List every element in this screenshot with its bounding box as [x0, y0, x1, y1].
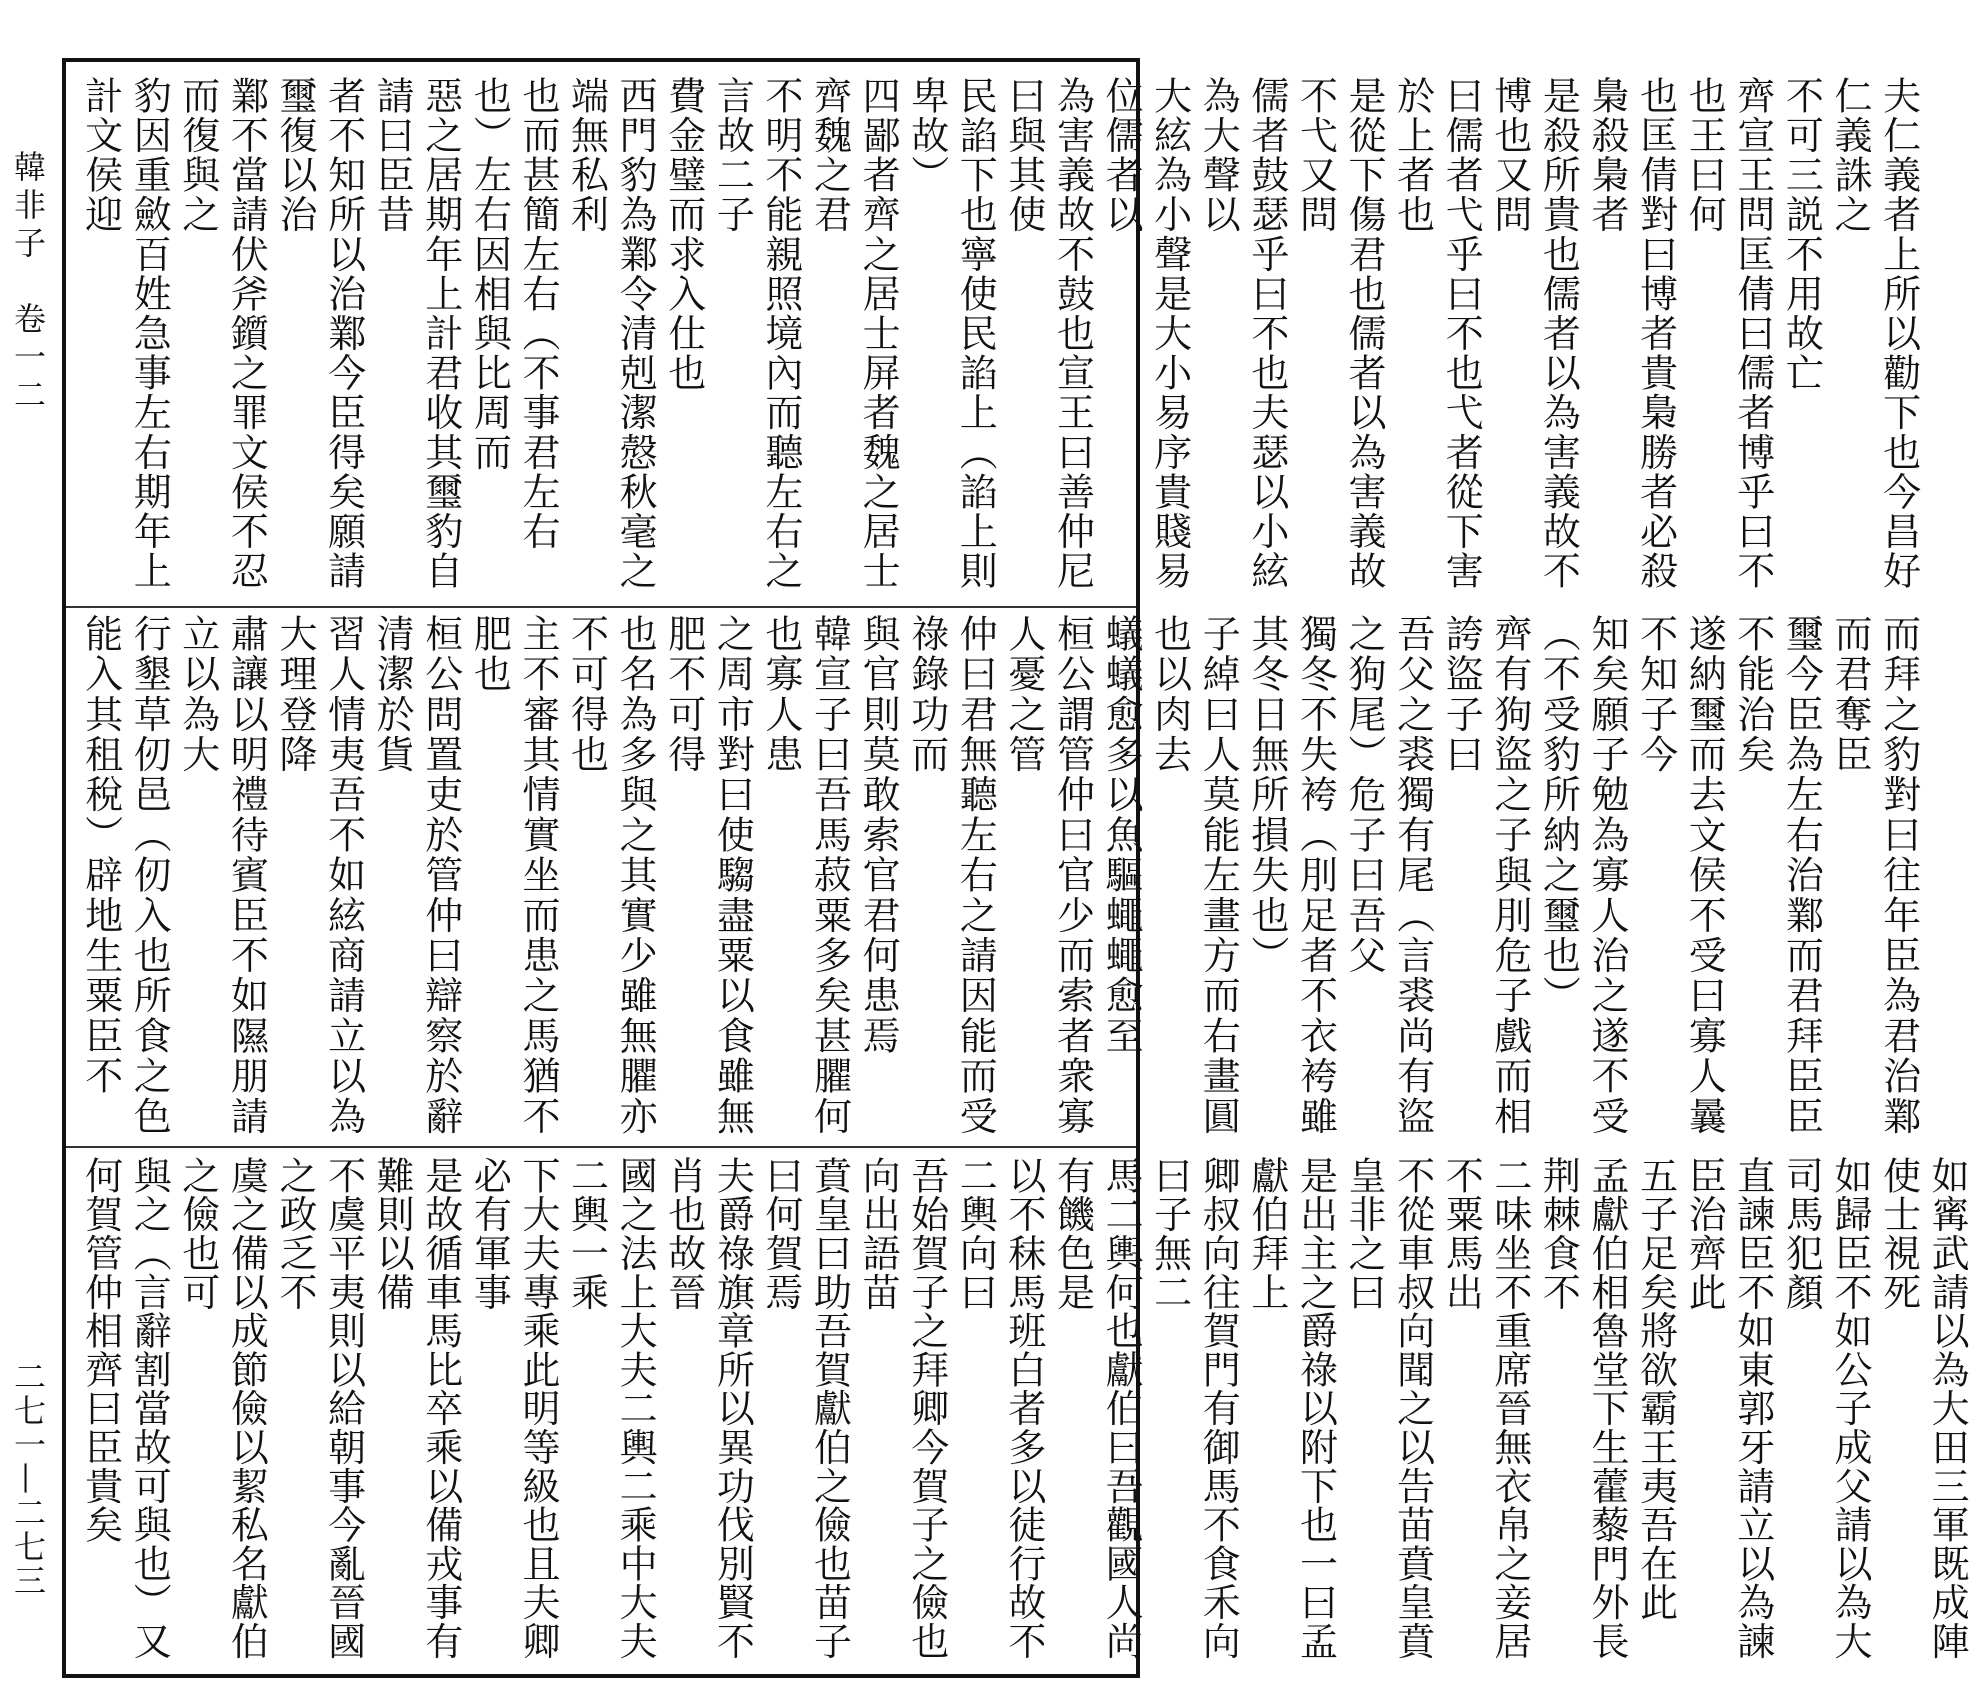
- text-block-lower: [76, 1156, 1970, 1664]
- divider-rule: [66, 606, 1136, 608]
- block-text: 夫仁義者上所以勸下也今昌好仁義誅之 不可三説不用故亡 齊宣王問匡倩曰儒者博乎曰不也王曰何 也匡倩對曰博者貴梟勝者必殺梟殺梟者 是殺所貴也儒者以為害義故不博也又問 曰儒者弋乎曰不也弋者從下害於上者也 是從下傷君也儒者以為害義故不弋又問 儒者鼓瑟乎曰不也夫瑟以小絃為大聲以 大絃為小聲是大小易序貴賤易位儒者以 為害義故不鼓也宣王曰善仲尼曰與其使 民諂下也寧使民諂上（諂上則卑故） 四鄙者齊之居士屏者魏之居士齊魏之君 不明不能親照境內而聽左右之言故二子 費金璧而求入仕也 西門豹為鄴令清剋潔慤秋毫之端無私利 也而甚簡左右（不事君左右也）左右因相與比周而 惡之居期年上計君收其璽豹自請曰臣昔 者不知所以治鄴今臣得矣願請璽復以治 鄴不當請伏斧鑕之罪文侯不忍而復與之 豹因重斂百姓急事左右期年上計文侯迎: [78, 76, 1921, 591]
- page-number-margin: 二七一—二七三: [9, 1360, 47, 1598]
- block-text: 而拜之豹對曰往年臣為君治鄴而君奪臣 璽今臣為左右治鄴而君拜臣臣不能治矣 遂納璽而去文侯不受曰寡人曩不知子今 知矣願子勉為寡人治之遂不受（不受豹所納之璽也） 齊有狗盜之子與刖危子戲而相誇盜子曰 吾父之裘獨有尾（言裘尚有盜之狗尾）危子曰吾父 獨冬不失袴（刖足者不衣袴雖其冬日無所損失也） 子綽曰人莫能左畫方而右畫圓也以肉去 蟻蟻愈多以魚驅蠅蠅愈至 桓公謂管仲曰官少而索者衆寡人憂之管 仲曰君無聽左右之請因能而受祿錄功而 與官則莫敢索官君何患焉 韓宣子曰吾馬菽粟多矣甚臞何也寡人患 之周市對曰使騶盡粟以食雖無肥不可得 也名為多與之其實少雖無臞亦不可得也 主不審其情實坐而患之馬猶不肥也 桓公問置吏於管仲曰辯察於辭清潔於貨 習人情夷吾不如絃商請立以為大理登降 肅讓以明禮待賓臣不如隰朋請立以為大 行墾草仞邑（仞入也所食之色能入其租稅）辟地生粟臣不: [78, 614, 1921, 1137]
- block-text: 如寗武請以為大田三軍既成陣使士視死 如歸臣不如公子成父請以為大司馬犯顏 直諫臣不如東郭牙請立以為諫臣治齊此 五子足矣將欲霸王夷吾在此 孟獻伯相魯堂下生藿藜門外長荆棘食不 二味坐不重席晉無衣帛之妾居不粟馬出 不從車叔向聞之以告苗賁皇賁皇非之曰 是出主之爵祿以附下也一曰孟獻伯拜上 卿叔向往賀門有御馬不食禾向曰子無二 馬二輿何也獻伯曰吾觀國人尚有饑色是 以不秣馬班白者多以徒行故不二輿向曰 吾始賀子之拜卿今賀子之儉也向出語苗 賁皇曰助吾賀獻伯之儉也苗子曰何賀焉 夫爵祿旗章所以異功伐別賢不肖也故晉 國之法上大夫二輿二乘中大夫二輿一乘 下大夫專乘此明等級也且夫卿必有軍事 是故循車馬比卒乘以備戎事有難則以備 不虞平夷則以給朝事今亂晉國之政乏不 虞之備以成節儉以絜私名獻伯之儉也可 與之（言辭割當故可與也）又何賀管仲相齊曰臣貴矣: [78, 1156, 1970, 1661]
- book-title-margin: 韓非子 卷一二: [9, 150, 47, 416]
- divider-rule: [66, 1146, 1136, 1148]
- text-block-middle: [76, 614, 1921, 1138]
- text-block-upper: [76, 76, 1921, 598]
